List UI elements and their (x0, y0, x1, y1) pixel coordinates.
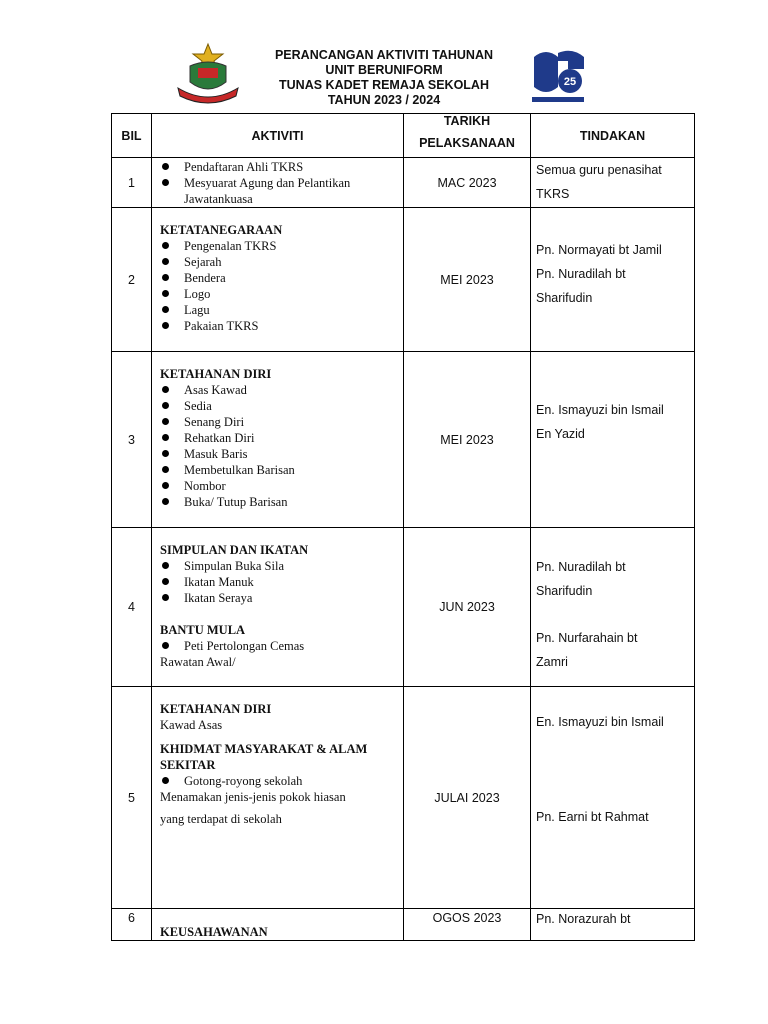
section-heading: KHIDMAT MASYARAKAT & ALAM SEKITAR (160, 742, 368, 772)
list-item: Rehatkan Diri (160, 430, 399, 446)
tindakan-line: Pn. Nurfarahain bt (536, 631, 638, 645)
row-tindakan (531, 158, 695, 208)
row-bil: 6 (112, 909, 152, 941)
row-bil: 2 (112, 208, 152, 352)
row-tarikh: MEI 2023 (404, 208, 531, 352)
tindakan-line: Sharifudin (536, 291, 593, 305)
row-tarikh: OGOS 2023 (404, 909, 531, 941)
row-aktiviti (152, 352, 404, 528)
tindakan-line: En. Ismayuzi bin Ismail (536, 715, 664, 729)
logo-25-text: 25 (563, 76, 577, 88)
row-bil: 4 (112, 528, 152, 687)
list-item: Membetulkan Barisan (160, 462, 399, 478)
tindakan-line: En. Ismayuzi bin Ismail (536, 403, 664, 417)
section-heading: BANTU MULA (160, 623, 246, 637)
document-header (0, 0, 768, 113)
activity-plan-table (111, 113, 695, 941)
list-item: Ikatan Manuk (160, 574, 399, 590)
tindakan-line: Semua guru penasihat (536, 163, 662, 177)
list-item: Ikatan Seraya (160, 590, 399, 606)
tindakan-line: Zamri (536, 655, 568, 669)
header-aktiviti: AKTIVITI (152, 114, 404, 158)
header-tindakan: TINDAKAN (531, 114, 695, 158)
row-tindakan (531, 528, 695, 687)
row-aktiviti (152, 158, 404, 208)
row-tarikh: JULAI 2023 (404, 687, 531, 909)
row-aktiviti (152, 528, 404, 687)
header-tarikh (404, 114, 531, 158)
table-row (112, 352, 695, 528)
list-item: Masuk Baris (160, 446, 399, 462)
list-item: Pakaian TKRS (160, 318, 399, 334)
header-tarikh-line2: PELAKSANAAN (419, 135, 515, 150)
row-aktiviti (152, 687, 404, 909)
header-tarikh-line1: TARIKH (443, 113, 491, 128)
header-bil: BIL (112, 114, 152, 158)
row-bil: 5 (112, 687, 152, 909)
row-tarikh: MEI 2023 (404, 352, 531, 528)
plain-text: Kawad Asas (160, 718, 223, 732)
row-tarikh: MAC 2023 (404, 158, 531, 208)
plain-text: Menamakan jenis-jenis pokok hiasan (160, 790, 346, 804)
row-bil: 1 (112, 158, 152, 208)
title-line-3: TUNAS KADET REMAJA SEKOLAH (279, 78, 489, 92)
list-item: Lagu (160, 302, 399, 318)
row-tindakan (531, 352, 695, 528)
row-aktiviti (152, 208, 404, 352)
tindakan-line: En Yazid (536, 427, 585, 441)
row-tindakan (531, 208, 695, 352)
title-line-1: PERANCANGAN AKTIVITI TAHUNAN (274, 48, 494, 62)
section-heading: SIMPULAN DAN IKATAN (160, 543, 309, 557)
tindakan-line: Pn. Nuradilah bt (536, 560, 626, 574)
section-heading: KETAHANAN DIRI (160, 367, 272, 381)
document-title-block (240, 48, 528, 108)
table-row (112, 909, 695, 941)
list-item: Mesyuarat Agung dan Pelantikan Jawatankuasa (160, 175, 399, 207)
row-tindakan (531, 909, 695, 941)
table-header-row (112, 114, 695, 158)
tindakan-line: TKRS (536, 187, 570, 201)
plain-text: yang terdapat di sekolah (160, 812, 282, 826)
list-item: Pengenalan TKRS (160, 238, 399, 254)
row-tindakan (531, 687, 695, 909)
section-heading: KEUSAHAWANAN (160, 925, 268, 939)
table-row (112, 528, 695, 687)
list-item: Senang Diri (160, 414, 399, 430)
school-crest-logo (176, 42, 240, 106)
table-row (112, 158, 695, 208)
list-item: Peti Pertolongan Cemas (160, 638, 399, 654)
title-line-2: UNIT BERUNIFORM (325, 63, 443, 77)
list-item: Asas Kawad (160, 382, 399, 398)
table-row (112, 687, 695, 909)
section-heading: KETATANEGARAAN (160, 223, 283, 237)
tindakan-line: Sharifudin (536, 584, 593, 598)
table-row (112, 208, 695, 352)
list-item: Gotong-royong sekolah (160, 773, 399, 789)
list-item: Logo (160, 286, 399, 302)
list-item: Simpulan Buka Sila (160, 558, 399, 574)
list-item: Sedia (160, 398, 399, 414)
list-item: Pendaftaran Ahli TKRS (160, 159, 399, 175)
list-item: Buka/ Tutup Barisan (160, 494, 399, 510)
tindakan-line: Pn. Nuradilah bt (536, 267, 626, 281)
title-line-4: TAHUN 2023 / 2024 (327, 93, 441, 107)
tkrs-25-logo (528, 47, 588, 105)
tindakan-line: Pn. Norazurah bt (536, 912, 631, 926)
row-bil: 3 (112, 352, 152, 528)
row-aktiviti (152, 909, 404, 941)
list-item: Bendera (160, 270, 399, 286)
section-heading: KETAHANAN DIRI (160, 702, 272, 716)
plain-text: Rawatan Awal/ (160, 655, 236, 669)
list-item: Sejarah (160, 254, 399, 270)
list-item: Nombor (160, 478, 399, 494)
row-tarikh: JUN 2023 (404, 528, 531, 687)
tindakan-line: Pn. Earni bt Rahmat (536, 810, 649, 824)
tindakan-line: Pn. Normayati bt Jamil (536, 243, 662, 257)
